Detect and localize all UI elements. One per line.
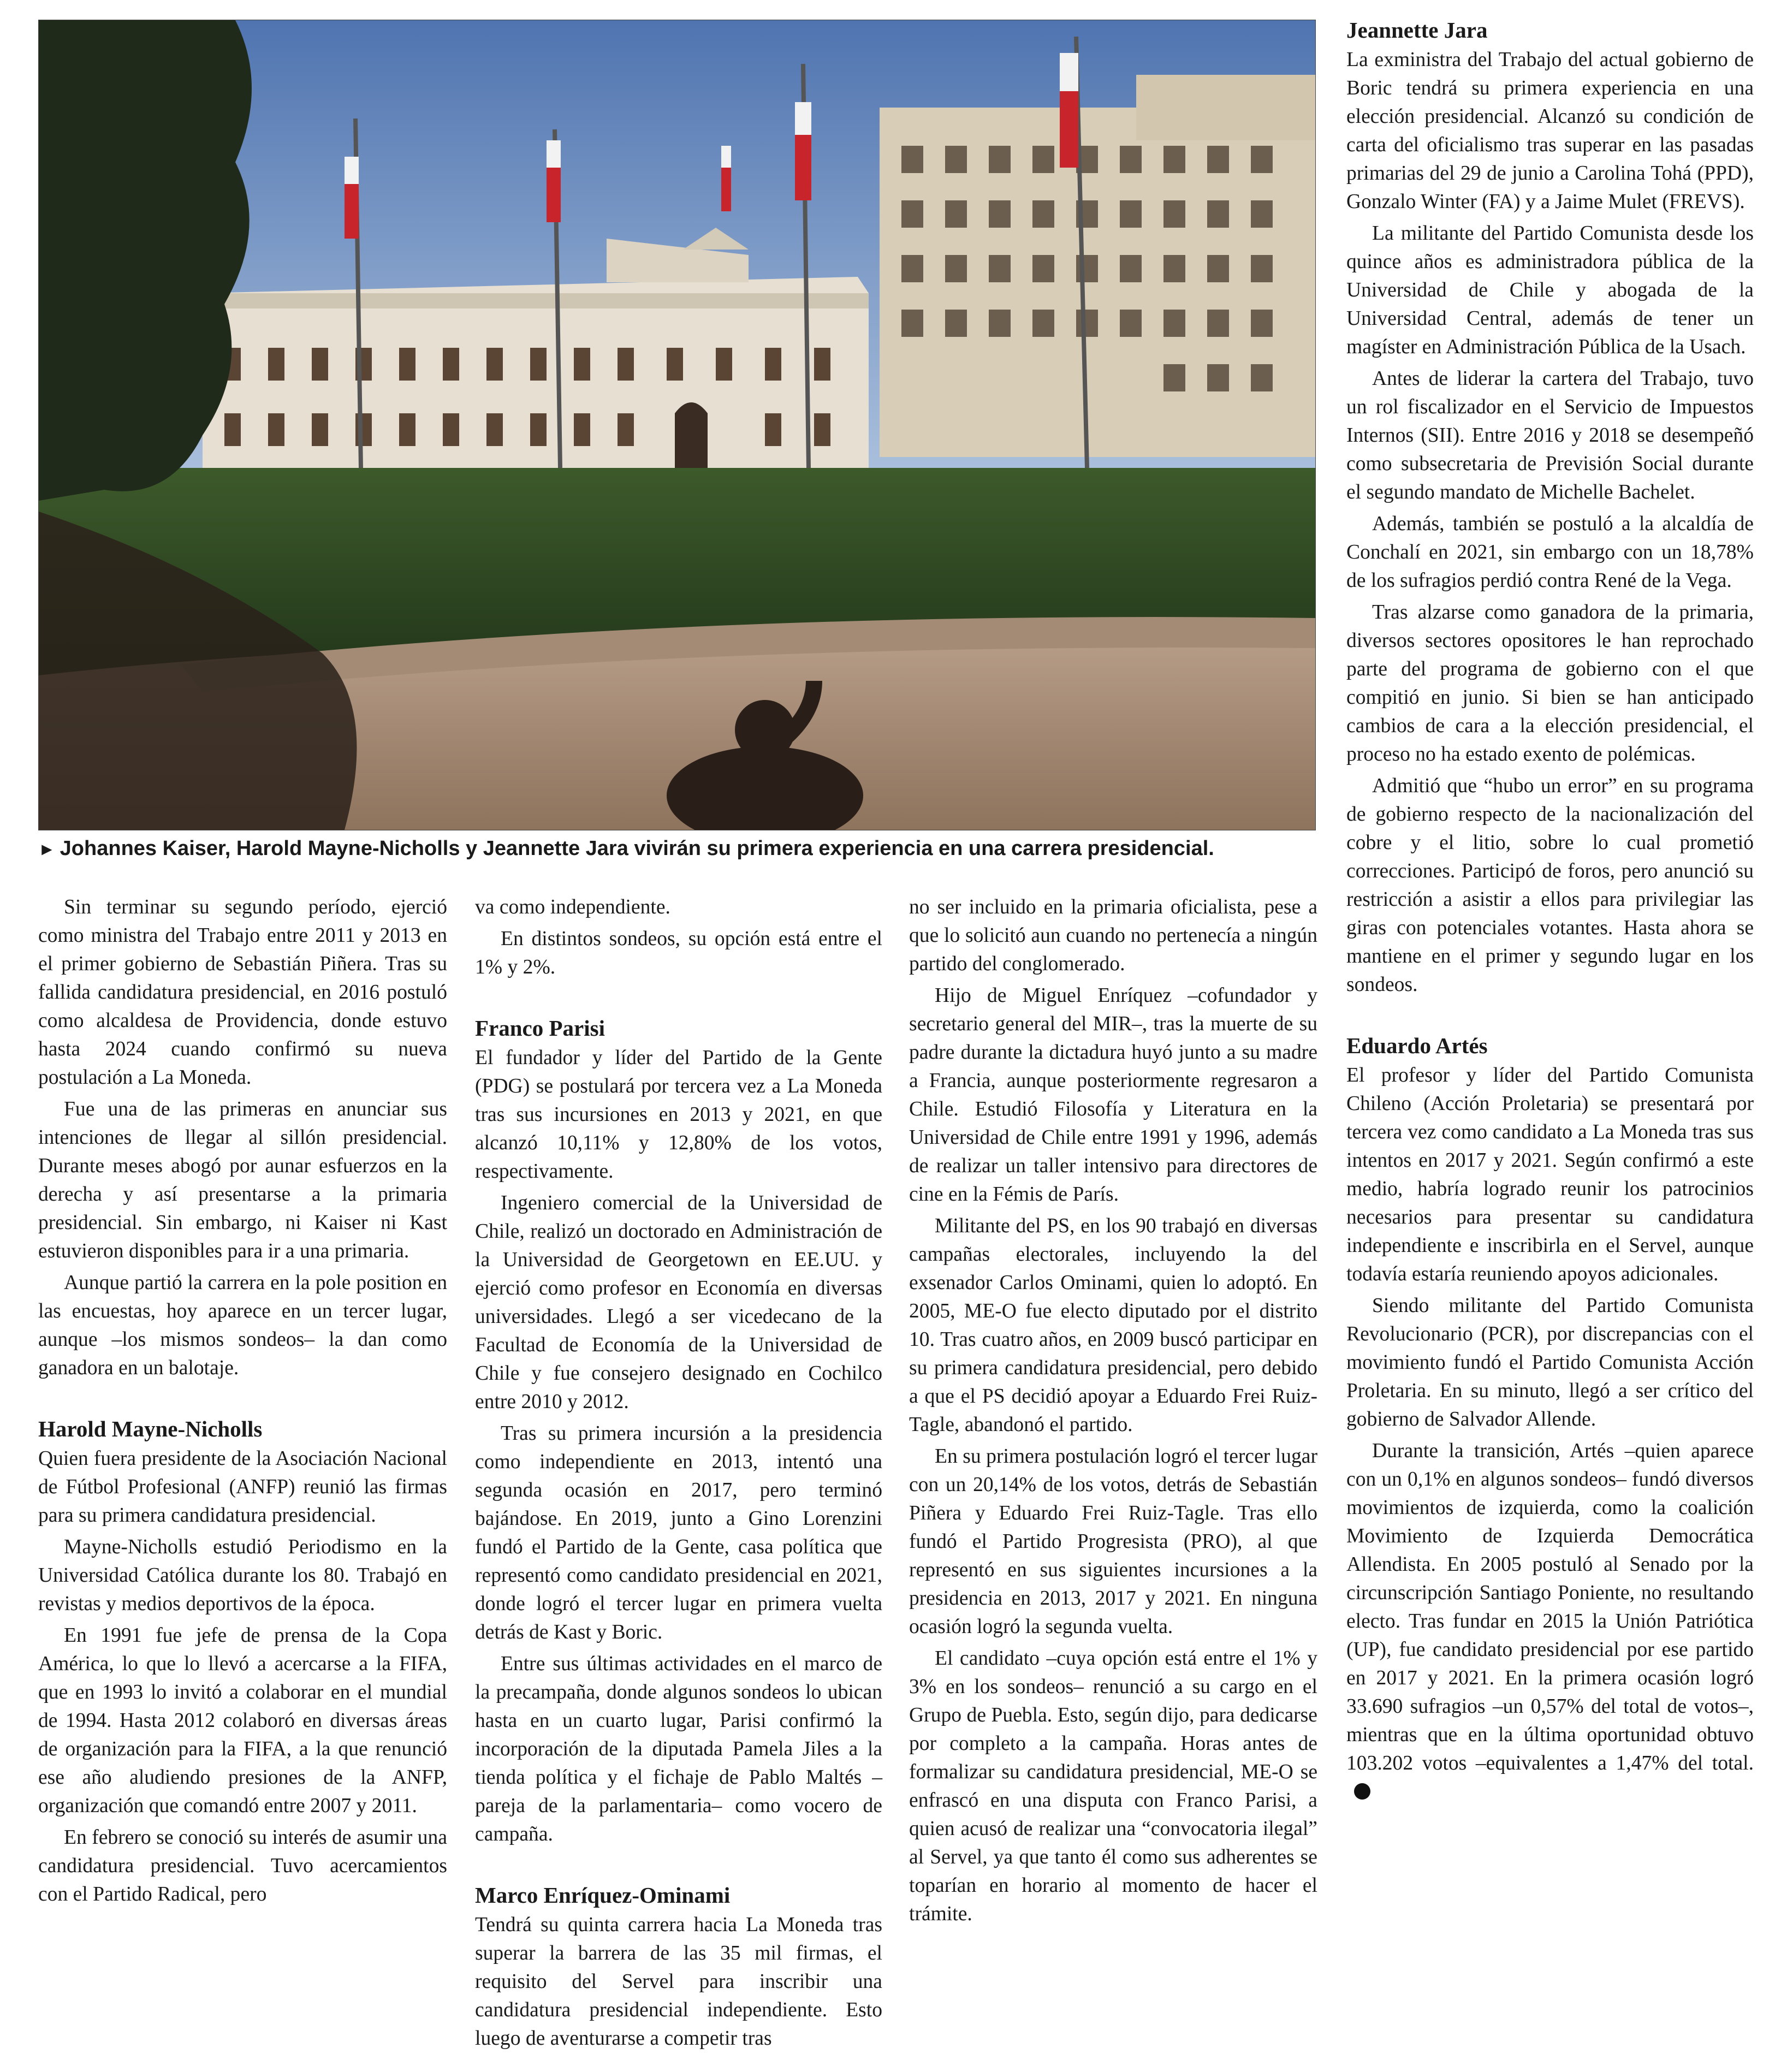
paragraph: Tendrá su quinta carrera hacia La Moneda tras superar la barrera de las 35 mil firmas, el requisito del Servel para inscribir una candidatura presidencial independiente. Esto luego de aventurarse a competir tras xyxy=(475,1914,882,2050)
end-of-article-icon xyxy=(1354,1783,1370,1800)
paragraph: Fue una de las primeras en anunciar sus intenciones de llegar al sillón presidencial. Durante meses abogó por aunar esfuerzos en la derecha y así presentarse a la primaria presidencial. Sin embargo, ni Kaiser ni Kast estuvieron disponibles para ir a una primaria. xyxy=(38,1098,447,1262)
section-heading: Eduardo Artés xyxy=(1346,1033,1488,1058)
paragraph xyxy=(1346,1437,1754,1806)
paragraph: La militante del Partido Comunista desde los quince años es administradora pública de la Universidad de Chile y abogada de la Universidad Central, además de tener un magíster en Administración Pública de la Usach. xyxy=(1346,222,1754,358)
paragraph: La exministra del Trabajo del actual gobierno de Boric tendrá su primera experiencia en una elección presidencial. Alcanzó su condición de carta del oficialismo tras superar en las pasadas primarias del 29 de junio a Carolina Tohá (PPD), Gonzalo Winter (FA) y a Jaime Mulet (FREVS). xyxy=(1346,49,1754,213)
paragraph: En 1991 fue jefe de prensa de la Copa América, lo que lo llevó a acercarse a la FIFA, que en 1993 lo invitó a colaborar en el mundial de 1994. Hasta 2012 colaboró en diversas áreas de organización para la FIFA, a la que renunció ese año aludiendo presiones de la ANFP, organización que comandó entre 2007 y 2011. xyxy=(38,1624,447,1817)
paragraph: Sin terminar su segundo período, ejerció como ministra del Trabajo entre 2011 y 2013 en el primer gobierno de Sebastián Piñera. Tras su fallida candidatura presidencial, en 2016 postuló como alcaldesa de Providencia, donde estuvo hasta 2024 cuando confirmó su nueva postulación a La Moneda. xyxy=(38,896,447,1089)
paragraph: El candidato –cuya opción está entre el 1% y 3% en los sondeos– renunció a su cargo en el Grupo de Puebla. Esto, según dijo, para dedicarse por completo a la campaña. Horas antes de formalizar su candidatura presidencial, ME-O se enfrascó en una disputa con Franco Parisi, a quien acusó de realizar una “convocatoria ilegal” al Servel, ya que tanto él como sus adherentes se toparían en horario al momento de hacer el trámite. xyxy=(909,1647,1317,1925)
caption-marker-icon: ► xyxy=(38,839,56,859)
paragraph: Siendo militante del Partido Comunista Revolucionario (PCR), por discrepancias con el movimiento fundó el Partido Comunista Acción Proletaria. En su minuto, llegó a ser crítico del gobierno de Salvador Allende. xyxy=(1346,1295,1754,1430)
paragraph: Ingeniero comercial de la Universidad de Chile, realizó un doctorado en Administración de la Universidad de Georgetown en EE.UU. y ejerció como profesor en Economía en diversas universidades. Llegó a ser vicedecano de la Facultad de Economía de la Universidad de Chile y fue consejero designado en Cochilco entre 2010 y 2012. xyxy=(475,1192,882,1413)
paragraph: Hijo de Miguel Enríquez –cofundador y secretario general del MIR–, tras la muerte de su padre durante la dictadura huyó junto a su madre a Francia, aunque posteriormente regresaron a Chile. Estudió Filosofía y Literatura en la Universidad de Chile entre 1991 y 1996, además de realizar un taller intensivo para directores de cine en la Fémis de París. xyxy=(909,984,1317,1206)
paragraph: Tras alzarse como ganadora de la primaria, diversos sectores opositores le han reprochado parte del programa de gobierno con el que compitió en junio. Si bien se han anticipado cambios de cara a la elección presidencial, el proceso no ha estado exento de polémicas. xyxy=(1346,601,1754,765)
paragraph: En febrero se conoció su interés de asumir una candidatura presidencial. Tuvo acercamientos con el Partido Radical, pero xyxy=(38,1826,447,1905)
paragraph: Además, también se postuló a la alcaldía de Conchalí en 2021, sin embargo con un 18,78% de los sufragios perdió contra René de la Vega. xyxy=(1346,513,1754,592)
paragraph: En su primera postulación logró el tercer lugar con un 20,14% de los votos, detrás de Sebastián Piñera y Eduardo Frei Ruiz-Tagle. Tras ello fundó el Partido Progresista (PRO), al que representó en sus siguientes incursiones a la presidencia en 2013, 2017 y 2021. En ninguna ocasión logró la segunda vuelta. xyxy=(909,1445,1317,1638)
section-heading: Jeannette Jara xyxy=(1346,17,1488,43)
column-3 xyxy=(909,893,1317,1932)
section-heading: Harold Mayne-Nicholls xyxy=(38,1416,263,1441)
paragraph: Antes de liderar la cartera del Trabajo, tuvo un rol fiscalizador en el Servicio de Impuestos Internos (SII). Entre 2016 y 2018 se desempeñó como subsecretaria de Previsión Social durante el segundo mandato de Michelle Bachelet. xyxy=(1346,367,1754,503)
paragraph: no ser incluido en la primaria oficialista, pese a que lo solicitó aun cuando no pertenecía a ningún partido del conglomerado. xyxy=(909,896,1317,975)
photo-illustration xyxy=(39,20,1315,830)
section-heading: Franco Parisi xyxy=(475,1016,605,1041)
column-4 xyxy=(1346,15,1754,1809)
column-2 xyxy=(475,893,882,2056)
paragraph: Tras su primera incursión a la presidencia como independiente en 2013, intentó una segunda ocasión en 2017, pero terminó bajándose. En 2019, junto a Gino Lorenzini fundó el Partido de la Gente, casa política que representó como candidato presidencial en 2021, donde logró el tercer lugar en primera vuelta detrás de Kast y Boric. xyxy=(475,1422,882,1643)
paragraph: va como independiente. xyxy=(475,896,670,918)
paragraph: Mayne-Nicholls estudió Periodismo en la Universidad Católica durante los 80. Trabajó en revistas y medios deportivos de la época. xyxy=(38,1536,447,1615)
section-heading: Marco Enríquez-Ominami xyxy=(475,1883,731,1908)
la-moneda-photo xyxy=(38,20,1316,830)
column-1 xyxy=(38,893,447,1912)
paragraph: El profesor y líder del Partido Comunista Chileno (Acción Proletaria) se presentará por tercera vez como candidato a La Moneda tras sus intentos en 2017 y 2021. Según confirmó a este medio, habría logrado reunir los patrocinios necesarios para presentar su candidatura independiente e inscribirla en el Servel, aunque todavía estaría reuniendo apoyos adicionales. xyxy=(1346,1064,1754,1285)
paragraph: El fundador y líder del Partido de la Gente (PDG) se postulará por tercera vez a La Moneda tras sus incursiones en 2013 y 2021, en que alcanzó 10,11% y 12,80% de los votos, respectivamente. xyxy=(475,1047,882,1183)
paragraph: Quien fuera presidente de la Asociación Nacional de Fútbol Profesional (ANFP) reunió las firmas para su primera candidatura presidencial. xyxy=(38,1447,447,1527)
paragraph: Entre sus últimas actividades en el marco de la precampaña, donde algunos sondeos lo ubican hasta en un cuarto lugar, Parisi confirmó la incorporación de la diputada Pamela Jiles a la tienda política y el fichaje de Pablo Maltés –pareja de la parlamentaria– como vocero de campaña. xyxy=(475,1653,882,1845)
paragraph-text: Durante la transición, Artés –quien aparece con un 0,1% en algunos sondeos– fundó diversos movimientos de izquierda, como la coalición Movimiento de Izquierda Democrática Allendista. En 2005 postuló al Senado por la circunscripción Santiago Poniente, no resultando electo. Tras fundar en 2015 la Unión Patriótica (UP), fue candidato presidencial por ese partido en 2017 y 2021. En la primera ocasión logró 33.690 sufragios –un 0,57% del total de votos–, mientras que en la última oportunidad obtuvo 103.202 votos –equivalentes a 1,47% del total. xyxy=(1346,1440,1754,1774)
paragraph: Admitió que “hubo un error” en su programa de gobierno respecto de la nacionalización del cobre y el litio, sobre lo cual prometió correcciones. Participó de foros, pero anunció su restricción a asistir a ellos para privilegiar las giras con potenciales votantes. Hasta ahora se mantiene en el primer y segundo lugar en los sondeos. xyxy=(1346,775,1754,996)
photo-caption xyxy=(38,834,1315,863)
paragraph: En distintos sondeos, su opción está entre el 1% y 2%. xyxy=(475,928,882,978)
paragraph: Militante del PS, en los 90 trabajó en diversas campañas electorales, incluyendo la del exsenador Carlos Ominami, quien lo adoptó. En 2005, ME-O fue electo diputado por el distrito 10. Tras cuatro años, en 2009 buscó participar en su primera candidatura presidencial, pero debido a que el PS decidió apoyar a Eduardo Frei Ruiz-Tagle, abandonó el partido. xyxy=(909,1215,1317,1436)
paragraph: Aunque partió la carrera en la pole position en las encuestas, hoy aparece en un tercer lugar, aunque –los mismos sondeos– la dan como ganadora en un balotaje. xyxy=(38,1272,447,1379)
caption-text: Johannes Kaiser, Harold Mayne-Nicholls y Jeannette Jara vivirán su primera experiencia en una carrera presidencial. xyxy=(60,837,1214,860)
